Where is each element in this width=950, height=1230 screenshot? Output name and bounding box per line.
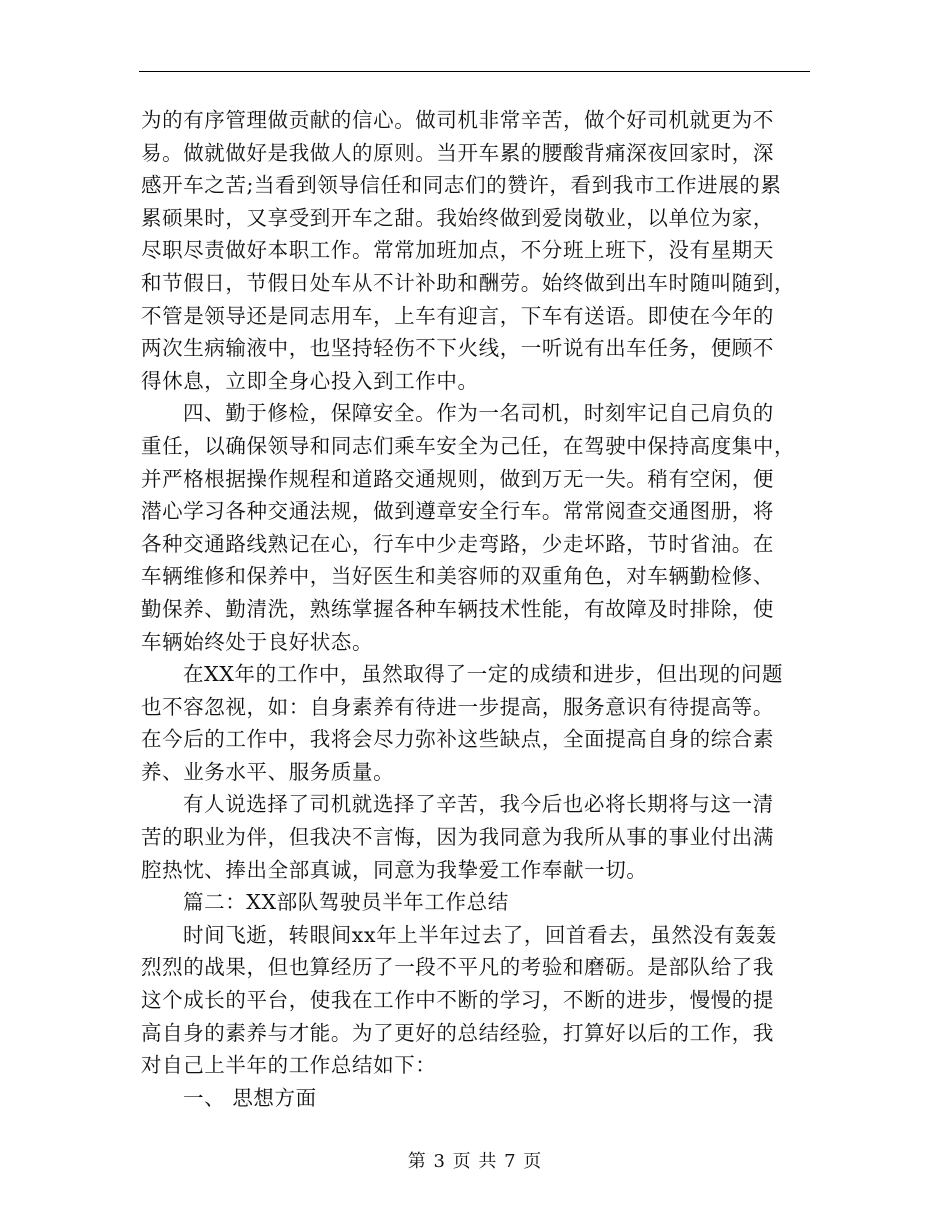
text-line: 并严格根据操作规程和道路交通规则，做到万无一失。稍有空闲，便 — [141, 466, 774, 491]
text-line: 养、业务水平、服务质量。 — [141, 759, 395, 784]
text-line: 在今后的工作中，我将会尽力弥补这些缺点，全面提高自身的综合素 — [141, 727, 774, 752]
text-line: 累硕果时，又享受到开车之甜。我始终做到爱岗敬业，以单位为家， — [141, 205, 774, 230]
text-line: 一、 思想方面 — [183, 1085, 317, 1110]
document-body — [141, 104, 805, 1114]
text-line: 这个成长的平台，使我在工作中不断的学习，不断的进步，慢慢的提 — [141, 988, 774, 1013]
text-line: 苦的职业为伴，但我决不言悔，因为我同意为我所从事的事业付出满 — [141, 825, 774, 850]
text-line: 重任，以确保领导和同志们乘车安全为己任，在驾驶中保持高度集中， — [141, 433, 796, 458]
text-line: 在XX年的工作中，虽然取得了一定的成绩和进步，但出现的问题 — [183, 662, 784, 687]
text-line: 时间飞逝，转眼间xx年上半年过去了，回首看去，虽然没有轰轰 — [183, 922, 778, 947]
text-line: 有人说选择了司机就选择了辛苦，我今后也必将长期将与这一清 — [183, 792, 774, 817]
text-line: 各种交通路线熟记在心，行车中少走弯路，少走坏路，节时省油。在 — [141, 531, 774, 556]
page-footer: 第 3 页 共 7 页 — [407, 1151, 543, 1172]
text-line: 高自身的素养与才能。为了更好的总结经验，打算好以后的工作，我 — [141, 1020, 774, 1045]
text-line: 不管是领导还是同志用车，上车有迎言，下车有送语。即使在今年的 — [141, 303, 774, 328]
text-line: 腔热忱、捧出全部真诚，同意为我挚爱工作奉献一切。 — [141, 857, 648, 882]
text-line: 得休息，立即全身心投入到工作中。 — [141, 368, 479, 393]
text-line: 潜心学习各种交通法规，做到遵章安全行车。常常阅查交通图册，将 — [141, 499, 774, 524]
text-line: 尽职尽责做好本职工作。常常加班加点，不分班上班下，没有星期天 — [141, 238, 774, 263]
text-line: 和节假日，节假日处车从不计补助和酬劳。始终做到出车时随叫随到， — [141, 270, 796, 295]
text-line: 篇二：XX部队驾驶员半年工作总结 — [183, 890, 509, 915]
text-line: 车辆维修和保养中，当好医生和美容师的双重角色，对车辆勤检修、 — [141, 564, 774, 589]
text-line: 为的有序管理做贡献的信心。做司机非常辛苦，做个好司机就更为不 — [141, 108, 774, 132]
header-rule — [139, 71, 810, 72]
text-line: 两次生病输液中，也坚持轻伤不下火线，一听说有出车任务，便顾不 — [141, 336, 774, 361]
text-line: 车辆始终处于良好状态。 — [141, 629, 374, 654]
text-line: 易。做就做好是我做人的原则。当开车累的腰酸背痛深夜回家时，深 — [141, 140, 774, 165]
text-line: 勤保养、勤清洗，熟练掌握各种车辆技术性能，有故障及时排除，使 — [141, 596, 774, 621]
text-line: 也不容忽视，如：自身素养有待进一步提高，服务意识有待提高等。 — [141, 694, 774, 719]
text-line: 感开车之苦;当看到领导信任和同志们的赞许，看到我市工作进展的累 — [141, 173, 782, 198]
text-line: 烈烈的战果，但也算经历了一段不平凡的考验和磨砺。是部队给了我 — [141, 955, 774, 980]
text-line: 对自己上半年的工作总结如下： — [141, 1053, 437, 1078]
text-line: 四、勤于修检，保障安全。作为一名司机，时刻牢记自己肩负的 — [183, 401, 774, 426]
